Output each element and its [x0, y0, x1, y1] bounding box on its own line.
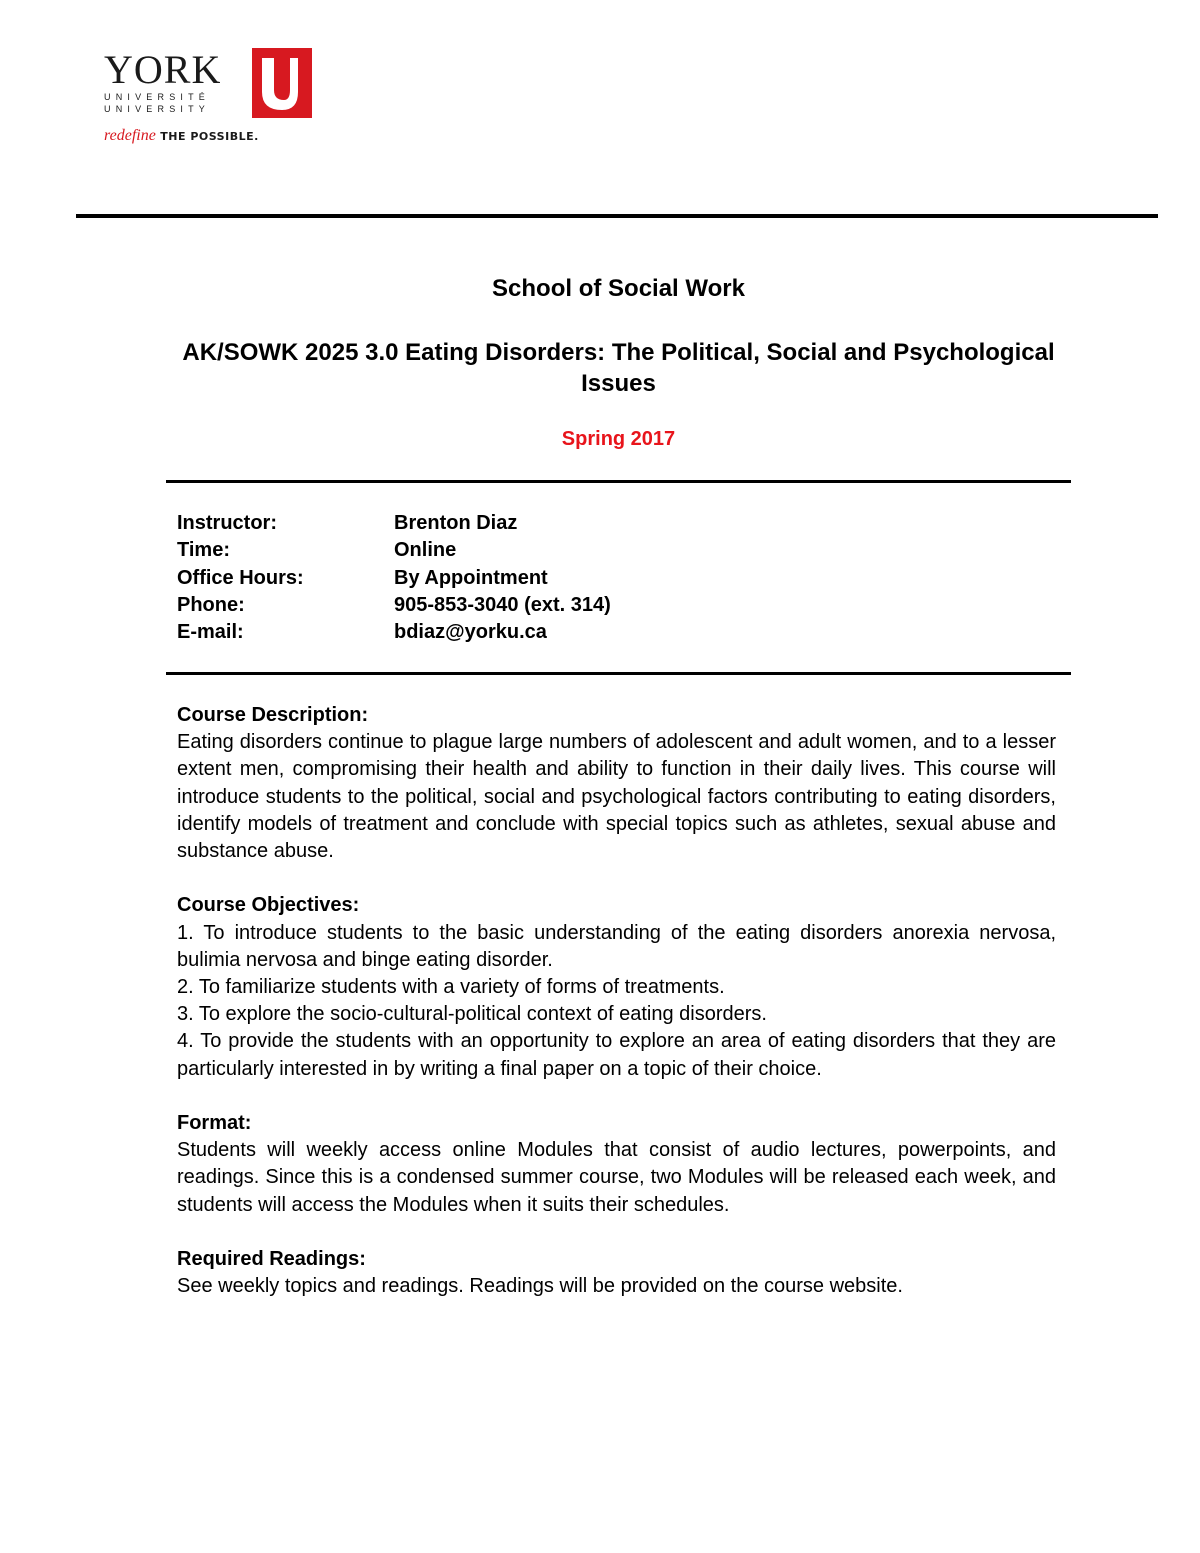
- section-required-readings: [177, 1246, 1056, 1300]
- info-label: Phone:: [177, 593, 245, 616]
- info-row-office-hours: [177, 565, 1057, 592]
- info-top-divider: [166, 480, 1071, 483]
- email-address: bdiaz@yorku.ca: [394, 621, 547, 644]
- section-heading: Course Description:: [177, 704, 369, 726]
- objective-item: 3. To explore the socio-cultural-political context of eating disorders.: [177, 1003, 767, 1026]
- section-heading: Required Readings:: [177, 1248, 366, 1271]
- course-title: AK/SOWK 2025 3.0 Eating Disorders: The Political, Social and Psychological Issues: [182, 339, 1055, 397]
- info-value: Online: [394, 539, 457, 562]
- course-info-table: [177, 510, 1057, 646]
- info-value: Brenton Diaz: [394, 512, 518, 534]
- section-heading: Course Objectives:: [177, 894, 360, 917]
- section-format: [177, 1110, 1056, 1219]
- info-row-instructor: [177, 510, 1057, 537]
- objective-item: 4. To provide the students with an opportunity to explore an area of eating disorders that they are particularly interested in by writing a final paper on a topic of their choice.: [177, 1030, 1056, 1080]
- tagline-script: redefine: [104, 127, 156, 144]
- info-label: E-mail:: [177, 621, 244, 644]
- objective-item: 2. To familiarize students with a variety of forms of treatments.: [177, 976, 725, 999]
- info-row-time: [177, 537, 1057, 564]
- section-text: Eating disorders continue to plague large numbers of adolescent and adult women, and to a lesser extent men, compromising their health and ability to function in their daily lives. This course will introduce students to the political, social and psychological factors contributing to eating disorders, identify models of treatment and conclude with special topics such as athletes, sexual abuse and substance abuse.: [177, 731, 1056, 863]
- info-value: 905-853-3040 (ext. 314): [394, 593, 611, 616]
- school-name: School of Social Work: [492, 275, 745, 302]
- info-value: By Appointment: [394, 566, 548, 589]
- section-text: See weekly topics and readings. Readings will be provided on the course website.: [177, 1275, 903, 1298]
- section-course-description: [177, 702, 1056, 865]
- york-university-logo: [104, 48, 314, 148]
- info-row-phone: [177, 592, 1057, 619]
- logo-university: UNIVERSITY: [104, 104, 211, 114]
- york-u-logo-icon: [244, 48, 312, 118]
- term-label: Spring 2017: [561, 428, 676, 450]
- info-label: Instructor:: [177, 512, 277, 534]
- syllabus-body: [177, 702, 1056, 1328]
- section-text: Students will weekly access online Modules that consist of audio lectures, powerpoints, and readings. Since this is a condensed summer course, two Modules will be released each week, and students will access the Modules when it suits their schedules.: [177, 1139, 1056, 1216]
- info-label: Time:: [177, 539, 230, 562]
- section-course-objectives: [177, 892, 1056, 1082]
- section-heading: Format:: [177, 1112, 252, 1135]
- logo-tagline: [104, 128, 259, 145]
- tagline-caps: THE POSSIBLE.: [160, 130, 259, 143]
- logo-wordmark: YORK: [104, 47, 222, 92]
- info-row-email: [177, 619, 1057, 646]
- info-label: Office Hours:: [177, 566, 304, 589]
- logo-universite: UNIVERSITÉ: [104, 92, 211, 102]
- info-bottom-divider: [166, 672, 1071, 675]
- objective-item: 1. To introduce students to the basic understanding of the eating disorders anorexia nervosa, bulimia nervosa and binge eating disorder.: [177, 921, 1056, 971]
- header-divider: [76, 214, 1158, 218]
